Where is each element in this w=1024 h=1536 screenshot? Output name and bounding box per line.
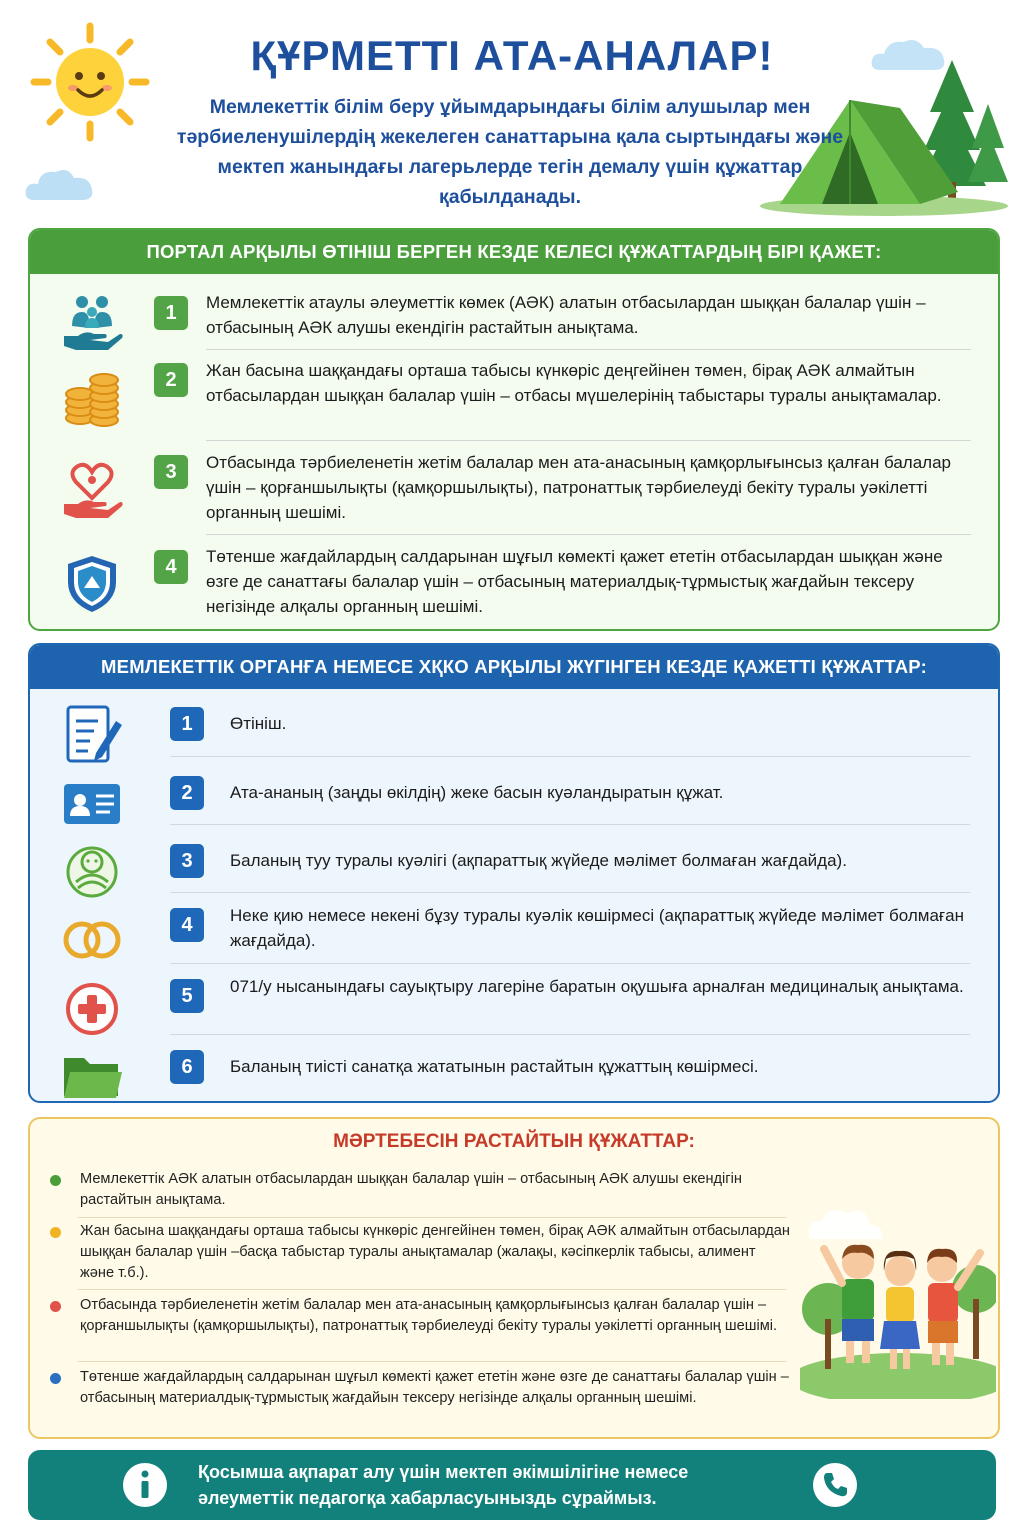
status-section-heading: МӘРТЕБЕСІН РАСТАЙТЫН ҚҰЖАТТАР: — [333, 1131, 695, 1152]
item-number: 6 — [170, 1050, 204, 1084]
item-text: Төтенше жағдайлардың салдарынан шұғыл көмекті қажет ететін және өзге де санаттағы балалар үшін – отбасының материалдық-тұрмыстық жағдайын тексеру негізінде алқалы органның шешімі. — [80, 1369, 789, 1406]
item-number: 4 — [154, 550, 188, 584]
portal-documents-section — [28, 228, 1000, 631]
heart-care-icon — [60, 458, 124, 522]
info-icon — [122, 1462, 168, 1508]
office-section-heading: МЕМЛЕКЕТТІК ОРГАНҒА НЕМЕСЕ ХҚКО АРҚЫЛЫ ЖҮГІНГЕН КЕЗДЕ ҚАЖЕТТІ ҚҰЖАТТАР: — [30, 645, 998, 689]
children-illustration — [800, 1159, 996, 1399]
item-text: Баланың туу туралы куәлігі (ақпараттық жүйеде мәлімет болмаған жағдайда). — [230, 851, 847, 870]
divider — [170, 1034, 970, 1035]
item-number: 1 — [154, 296, 188, 330]
divider — [206, 440, 971, 441]
contact-text: Қосымша ақпарат алу үшін мектеп әкімшілігіне немесе әлеуметтік педагогқа хабарласуыныздь сұраймыз. — [198, 1462, 689, 1508]
bullet-dot — [50, 1227, 61, 1238]
contact-footer — [28, 1450, 996, 1520]
item-text: Жан басына шаққандағы орташа табысы күнкөріс деңгейінен төмен, бірақ АӘК алмайтын отбасылардан шыққан балалар үшін – отбасы мүшелерінің табыстары туралы анықтамалар. — [206, 361, 942, 405]
item-number: 2 — [170, 776, 204, 810]
item-number: 1 — [170, 707, 204, 741]
list-item — [50, 1169, 790, 1211]
divider — [170, 963, 970, 964]
divider — [170, 824, 970, 825]
status-documents-section — [28, 1117, 1000, 1439]
item-text: Отбасында тәрбиеленетін жетім балалар мен ата-анасының қамқорлығынсыз қалған балалар үшін – қорғаншылықты (қамқоршылықты), патронаттық тәрбиелеуді бекіту туралы уәкілетті органның шешімі. — [206, 453, 952, 522]
phone-icon — [812, 1462, 858, 1508]
rings-icon — [60, 906, 124, 970]
item-number: 3 — [170, 844, 204, 878]
item-number: 3 — [154, 455, 188, 489]
folder-icon — [60, 1044, 124, 1103]
divider — [78, 1361, 786, 1362]
item-text: Мемлекеттік АӘК алатын отбасылардан шыққан балалар үшін – отбасының АӘК алушы екендігін растайтын анықтама. — [80, 1171, 742, 1208]
baby-icon — [60, 838, 124, 902]
divider — [170, 892, 970, 893]
header — [0, 0, 1024, 222]
list-item — [50, 1295, 790, 1337]
item-number: 2 — [154, 363, 188, 397]
item-text: Баланың тиісті санатқа жататынын растайтын құжаттың көшірмесі. — [230, 1057, 759, 1076]
item-text: Отбасында тәрбиеленетін жетім балалар мен ата-анасының қамқорлығынсыз қалған балалар үшін – қорғаншылықты (қамқоршылықты), патронаттық тәрбиелеуді бекіту туралы уәкілетті органның шешімі. — [80, 1297, 778, 1334]
divider — [170, 756, 970, 757]
office-documents-section — [28, 643, 1000, 1103]
item-text: Неке қию немесе некені бұзу туралы куәлік көшірмесі (ақпараттық жүйеде мәлімет болмаған жағдайда). — [230, 906, 964, 950]
item-text: Жан басына шаққандағы орташа табысы күнкөріс денгейінен төмен, бірақ АӘК алмайтын отбасылардан шыққан балалар үшін –басқа табыстар туралы анықтамалар (жалақы, кәсіпкерлік табысы, алимент және т.б.). — [80, 1223, 790, 1281]
item-number: 5 — [170, 979, 204, 1013]
list-item — [50, 1367, 790, 1409]
coins-icon — [60, 366, 124, 430]
family-hand-icon — [60, 290, 124, 354]
item-text: Өтініш. — [230, 714, 287, 733]
bullet-dot — [50, 1175, 61, 1186]
list-item — [50, 1221, 790, 1284]
medical-cross-icon — [60, 977, 124, 1041]
item-text: 071/у нысанындағы сауықтыру лагеріне баратын оқушыға арналған медициналық анықтама. — [230, 977, 964, 996]
item-number: 4 — [170, 908, 204, 942]
bullet-dot — [50, 1373, 61, 1384]
item-text: Мемлекеттік атаулы әлеуметтік көмек (АӘК) алатын отбасылардан шыққан балалар үшін – отбасының АӘК алушы екендігін растайтын анықтама. — [206, 293, 926, 337]
page-title: ҚҰРМЕТТІ АТА-АНАЛАР! — [250, 32, 774, 79]
bullet-dot — [50, 1301, 61, 1312]
divider — [78, 1289, 786, 1290]
portal-section-heading: ПОРТАЛ АРҚЫЛЫ ӨТІНІШ БЕРГЕН КЕЗДЕ КЕЛЕСІ ҚҰЖАТТАРДЫҢ БІРІ ҚАЖЕТ: — [30, 230, 998, 274]
divider — [78, 1217, 786, 1218]
item-text: Ата-ананың (заңды өкілдің) жеке басын куәландыратын құжат. — [230, 783, 724, 802]
id-card-icon — [60, 772, 124, 836]
cloud-icon — [24, 164, 96, 204]
divider — [206, 534, 971, 535]
item-text: Төтенше жағдайлардың салдарынан шұғыл көмекті қажет ететін отбасылардан шыққан және өзге де санаттағы балалар үшін – отбасының материалдық-тұрмыстық жағдайын тексеру негізінде алқалы органның шешімі. — [206, 547, 943, 616]
page-subtitle: Мемлекеттік білім беру ұйымдарындағы білім алушылар мен тәрбиеленушілердің жекелеген санаттарына қала сыртындағы және мектеп жанындағы лагерьлерде тегін демалу үшін құжаттар қабылданады. — [176, 96, 844, 208]
form-pencil-icon — [60, 703, 124, 767]
divider — [206, 349, 971, 350]
shield-icon — [60, 552, 124, 616]
